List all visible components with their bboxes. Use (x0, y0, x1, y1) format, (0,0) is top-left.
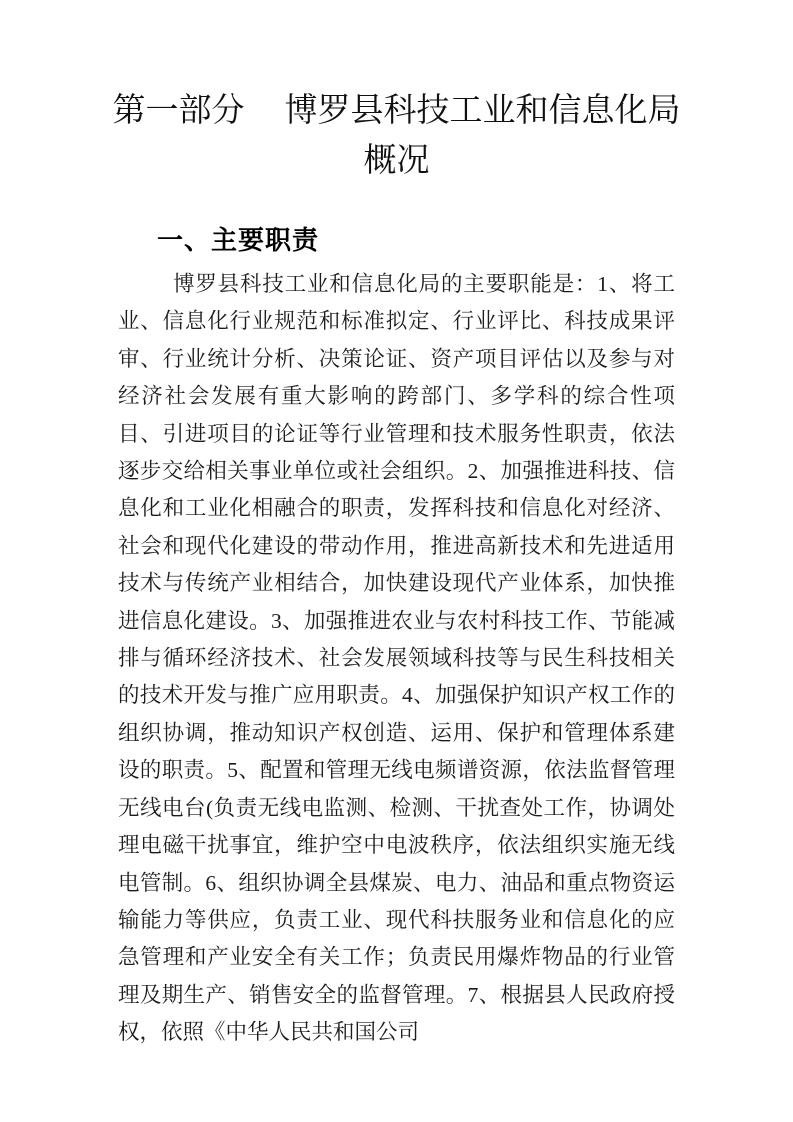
title-subtitle: 概况 (363, 143, 430, 179)
main-duties-paragraph: 博罗县科技工业和信息化局的主要职能是：1、将工业、信息化行业规范和标准拟定、行业评比、科技成果评审、行业统计分析、决策论证、资产项目评估以及参与对经济社会发展有重大影响的跨部门、多学科的综合性项目、引进项目的论证等行业管理和技术服务性职责，依法逐步交给相关事业单位或社会组织。2、加强推进科技、信息化和工业化相融合的职责，发挥科技和信息化对经济、社会和现代化建设的带动作用，推进高新技术和先进适用技术与传统产业相结合，加快建设现代产业体系，加快推进信息化建设。3、加强推进农业与农村科技工作、节能减排与循环经济技术、社会发展领域科技等与民生科技相关的技术开发与推广应用职责。4、加强保护知识产权工作的组织协调，推动知识产权创造、运用、保护和管理体系建设的职责。5、配置和管理无线电频谱资源，依法监督管理无线电台(负责无线电监测、检测、干扰查处工作，协调处理电磁干扰事宜，维护空中电波秩序，依法组织实施无线电管制。6、组织协调全县煤炭、电力、油品和重点物资运输能力等供应，负责工业、现代科扶服务业和信息化的应急管理和产业安全有关工作；负责民用爆炸物品的行业管理及期生产、销售安全的监督管理。7、根据县人民政府授权，依照《中华人民共和国公司 (118, 272, 675, 1045)
document-title (0, 86, 793, 186)
title-part-label: 第一部分 (112, 93, 245, 129)
title-line-1 (0, 86, 793, 136)
section-heading-main-duties: 一、主要职责 (157, 225, 320, 255)
title-org-name: 博罗县科技工业和信息化局 (284, 93, 681, 129)
